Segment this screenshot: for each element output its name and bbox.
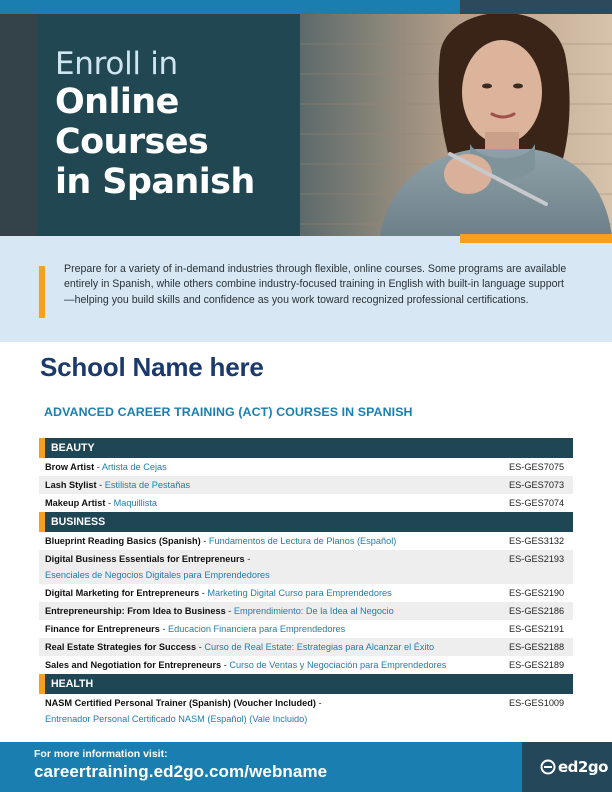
- course-title-spanish-link[interactable]: Curso de Ventas y Negociación para Emprendedores: [229, 660, 447, 670]
- course-separator: -: [196, 642, 205, 652]
- course-name: [39, 694, 509, 728]
- ed2go-logo: [540, 758, 608, 776]
- course-separator: -: [96, 480, 105, 490]
- course-row: [39, 694, 573, 728]
- course-title-english: Finance for Entrepreneurs: [45, 624, 160, 634]
- course-title-spanish-link[interactable]: Fundamentos de Lectura de Planos (Español): [208, 536, 397, 546]
- course-name: [39, 532, 509, 550]
- course-name: [39, 620, 509, 638]
- footer-label: For more information visit:: [34, 748, 168, 760]
- course-title-spanish-link[interactable]: Entrenador Personal Certificado NASM (Español) (Vale Incluido): [45, 714, 308, 724]
- course-row: [39, 602, 573, 620]
- hero-title: [55, 46, 255, 202]
- course-title-spanish-link[interactable]: Maquillista: [113, 498, 157, 508]
- school-name: School Name here: [40, 352, 264, 382]
- course-name: [39, 584, 509, 602]
- course-table: [39, 438, 573, 728]
- course-separator: -: [221, 660, 230, 670]
- course-code: ES-GES2189: [509, 660, 565, 670]
- footer-url-link[interactable]: careertraining.ed2go.com/webname: [34, 762, 328, 781]
- course-code: ES-GES7073: [509, 480, 565, 490]
- course-title-spanish-link[interactable]: Emprendimiento: De la Idea al Negocio: [233, 606, 394, 616]
- orange-accent-bar: [460, 234, 612, 243]
- category-header-health: HEALTH: [39, 674, 573, 694]
- course-row: [39, 656, 573, 674]
- course-name: [39, 550, 509, 584]
- course-code: ES-GES3132: [509, 536, 565, 546]
- course-title-english: Digital Marketing for Entrepreneurs: [45, 588, 200, 598]
- course-code: ES-GES2190: [509, 588, 565, 598]
- intro-paragraph: Prepare for a variety of in-demand industries through flexible, online courses. Some programs are available entirely in Spanish, while others combine industry-focused training in English with built-in language support—helping you build skills and confidence as you work toward recognized professional certifications.: [64, 263, 567, 306]
- hero-banner: [0, 0, 612, 236]
- course-row: [39, 550, 573, 584]
- course-title-spanish-link[interactable]: Estilista de Pestañas: [104, 480, 191, 490]
- ed2go-swirl-icon: [540, 759, 556, 775]
- course-name: [39, 494, 509, 512]
- course-title-english: NASM Certified Personal Trainer (Spanish) (Voucher Included): [45, 698, 316, 708]
- course-code: ES-GES7075: [509, 462, 565, 472]
- course-separator: -: [199, 588, 208, 598]
- course-title-english: Blueprint Reading Basics (Spanish): [45, 536, 201, 546]
- course-code: ES-GES7074: [509, 498, 565, 508]
- course-name: [39, 476, 509, 494]
- hero-title-line2: Online: [55, 82, 179, 122]
- hero-top-accent-bar: [0, 0, 460, 14]
- course-title-english: Entrepreneurship: From Idea to Business: [45, 606, 226, 616]
- course-title-spanish-link[interactable]: Esenciales de Negocios Digitales para Emprendedores: [45, 570, 270, 580]
- course-name: [39, 602, 509, 620]
- course-code: ES-GES2188: [509, 642, 565, 652]
- course-title-english: Brow Artist: [45, 462, 95, 472]
- hero-title-line3: Courses: [55, 122, 209, 162]
- course-separator: -: [225, 606, 234, 616]
- hero-title-line4: in Spanish: [55, 162, 255, 202]
- course-title-english: Real Estate Strategies for Success: [45, 642, 197, 652]
- course-row: [39, 494, 573, 512]
- course-separator: -: [200, 536, 209, 546]
- course-title-english: Lash Stylist: [45, 480, 97, 490]
- intro-accent-bar: [39, 266, 45, 318]
- course-separator: -: [94, 462, 102, 472]
- course-separator: -: [105, 498, 114, 508]
- course-row: [39, 620, 573, 638]
- hero-top-dark-bar: [460, 0, 612, 14]
- category-header-beauty: BEAUTY: [39, 438, 573, 458]
- hero-photo: [300, 14, 612, 236]
- course-code: ES-GES2193: [509, 554, 565, 564]
- course-title-english: Digital Business Essentials for Entrepreneurs: [45, 554, 245, 564]
- course-row: [39, 458, 573, 476]
- course-row: [39, 532, 573, 550]
- course-title-spanish-link[interactable]: Educacion Financiera para Emprendedores: [168, 624, 346, 634]
- category-header-business: BUSINESS: [39, 512, 573, 532]
- course-code: ES-GES2191: [509, 624, 565, 634]
- course-separator: -: [244, 554, 251, 564]
- course-separator: -: [159, 624, 169, 634]
- course-title-english: Sales and Negotiation for Entrepreneurs: [45, 660, 222, 670]
- course-title-spanish-link[interactable]: Artista de Cejas: [101, 462, 167, 472]
- section-heading: ADVANCED CAREER TRAINING (ACT) COURSES IN SPANISH: [44, 405, 413, 419]
- course-name: [39, 638, 509, 656]
- ed2go-logo-text: ed2go: [558, 758, 608, 776]
- course-title-english: Makeup Artist: [45, 498, 106, 508]
- hero-title-line1: Enroll in: [55, 46, 178, 82]
- course-title-spanish-link[interactable]: Marketing Digital Curso para Emprendedores: [207, 588, 392, 598]
- course-name: [39, 656, 509, 674]
- course-name: [39, 458, 509, 476]
- course-code: ES-GES1009: [509, 698, 565, 708]
- course-row: [39, 476, 573, 494]
- course-row: [39, 584, 573, 602]
- course-title-spanish-link[interactable]: Curso de Real Estate: Estrategias para Alcanzar el Éxito: [204, 642, 435, 652]
- course-row: [39, 638, 573, 656]
- course-code: ES-GES2186: [509, 606, 565, 616]
- course-separator: -: [315, 698, 322, 708]
